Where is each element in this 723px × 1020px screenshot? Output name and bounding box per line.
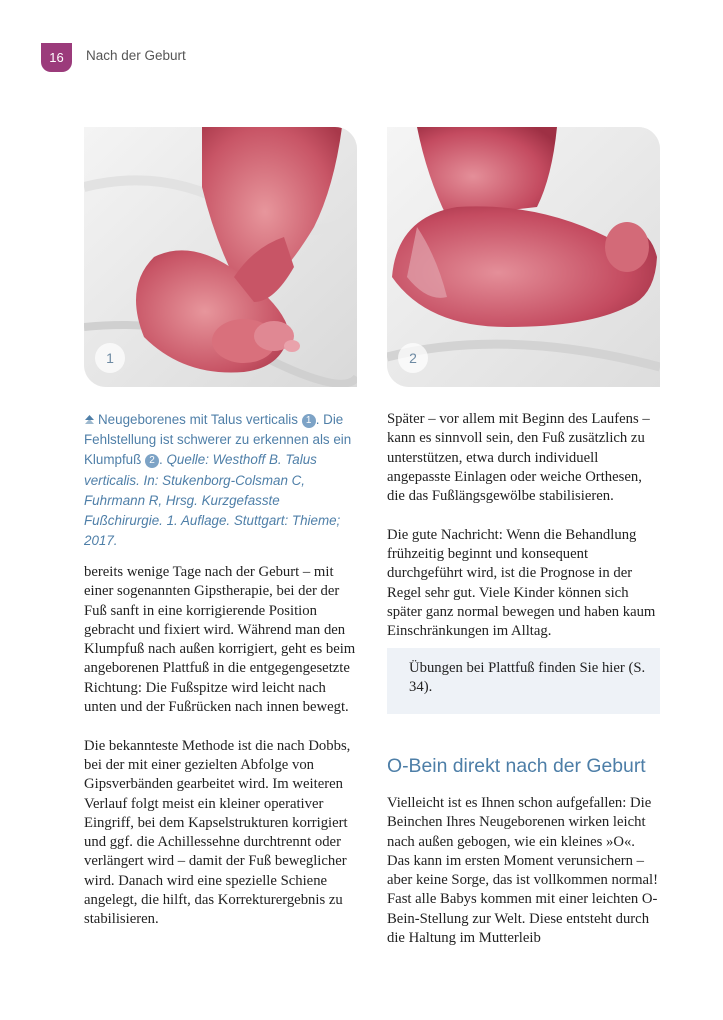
body-paragraph: Die bekannteste Methode ist die nach Dobbs, bei der mit einer gezielten Abfolge von Gipsverbänden gearbeitet wird. Im weiteren Verlauf folgt meist ein kleiner operativer Eingriff, bei dem Kapselstrukturen korrigiert und ggf. die Achillessehne durchtrennt oder verlängert wird – damit der Fuß beweglicher wird. Danach wird eine spezielle Schiene angelegt, die hilft, das Korrekturergebnis zu stabilisieren. — [84, 737, 351, 928]
body-paragraph: Die gute Nachricht: Wenn die Behandlung frühzeitig beginnt und konsequent durchgeführt wird, ist die Prognose in der Regel sehr gut. Viele Kinder können sich später ganz normal bewegen und haben kaum Einschränkungen im Alltag. — [387, 526, 656, 640]
caption-text-part2: . Die Fehlstellung ist schwerer zu erkennen als ein Klumpfuß — [84, 412, 352, 468]
caption-source: Quelle: Westhoff B. Talus verticalis. In: Stukenborg-Colsman C, Fuhrmann R, Hrsg. Kurzgefasste Fußchirurgie. 1. Auflage. Stuttgart: Thieme; 2017. — [84, 452, 341, 549]
body-paragraph: Später – vor allem mit Beginn des Laufens – kann es sinnvoll sein, den Fuß zusätzlich zu unterstützen, etwa durch individuell angepasste Einlagen oder weiche Orthesen, die das Fußlängsgewölbe stabilisieren. — [387, 411, 650, 505]
figure-caption — [84, 410, 359, 551]
triangle-up-icon — [84, 414, 95, 425]
body-paragraph: bereits wenige Tage nach der Geburt – mit einer sogenannten Gipstherapie, bei der der Fuß sanft in eine korrigierende Position gebracht und fixiert wird. Während man den Klumpfuß nach außen korrigiert, geht es beim angeborenen Plattfuß in die entgegengesetzte Richtung: Die Fußspitze wird leicht nach unten und der Fußrücken nach innen bewegt. — [84, 564, 356, 716]
figure-badge-2: 2 — [398, 343, 428, 373]
cross-reference-text: Übungen bei Plattfuß finden Sie hier (S. 34). — [409, 660, 646, 696]
caption-ref-2: 2 — [145, 454, 159, 468]
caption-ref-1: 1 — [302, 414, 316, 428]
body-paragraph: Vielleicht ist es Ihnen schon aufgefallen: Die Beinchen Ihres Neugeborenen wirken leicht nach außen gebogen, wie ein kleines »O«. Das kann im ersten Moment verunsichern – aber keine Sorge, das ist vollkommen normal! Fast alle Babys kommen mit einer leichten O-Bein-Stellung zur Welt. Diese entsteht durch die Haltung im Mutterleib — [387, 795, 658, 947]
section-heading: O-Bein direkt nach der Geburt — [387, 755, 646, 777]
caption-text-part1: Neugeborenes mit Talus verticalis — [98, 412, 298, 427]
foot-photo-illustration — [387, 127, 660, 387]
right-column-bottom — [387, 794, 660, 968]
foot-photo-illustration — [84, 127, 357, 387]
figure-badge-1: 1 — [95, 343, 125, 373]
page-number: 16 — [41, 43, 72, 72]
caption-text-part3: . — [159, 452, 163, 468]
right-column-top — [387, 410, 660, 661]
running-head: Nach der Geburt — [86, 48, 186, 63]
left-column — [84, 563, 360, 949]
cross-reference-box — [387, 648, 660, 714]
photo-klumpfuss — [387, 127, 660, 387]
photo-talus-verticalis — [84, 127, 357, 387]
